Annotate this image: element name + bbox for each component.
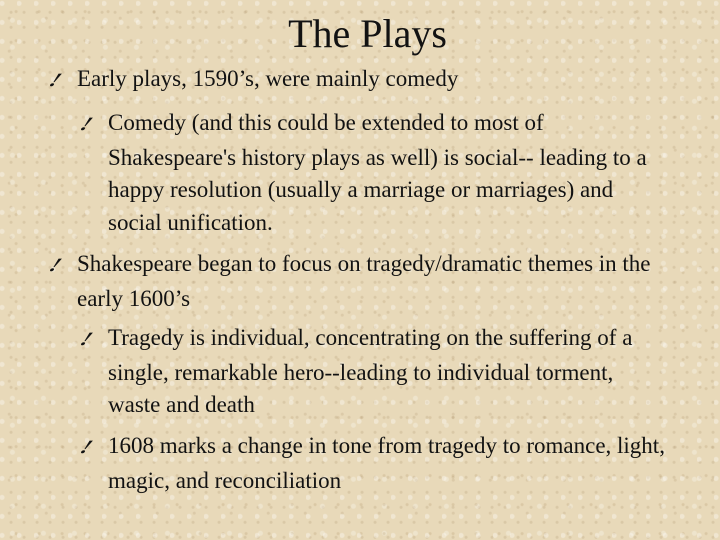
- bullet-text: Early plays, 1590’s, were mainly comedy: [77, 66, 459, 91]
- sub-bullet-item: [108, 430, 668, 497]
- sub-bullet-item: [108, 322, 668, 422]
- slide-title: The Plays: [288, 11, 447, 56]
- pen-nib-icon: [51, 250, 77, 283]
- pen-nib-icon: [82, 109, 108, 142]
- pen-nib-icon: [82, 324, 108, 357]
- bullet-item: [77, 63, 697, 98]
- pen-nib-icon: [51, 65, 77, 98]
- bullet-text: Comedy (and this could be extended to most of Shakespeare's history plays as well) is social-- leading to a happy resolution (usually a marriage or marriages) and social unification.: [108, 110, 647, 235]
- sub-bullet-item: [108, 107, 668, 239]
- bullet-item: [77, 248, 697, 315]
- bullet-text: Shakespeare began to focus on tragedy/dramatic themes in the early 1600’s: [77, 251, 651, 311]
- bullet-text: 1608 marks a change in tone from tragedy to romance, light, magic, and reconciliation: [108, 433, 665, 493]
- bullet-text: Tragedy is individual, concentrating on the suffering of a single, remarkable hero--leading to individual torment, waste and death: [108, 325, 633, 417]
- pen-nib-icon: [82, 432, 108, 465]
